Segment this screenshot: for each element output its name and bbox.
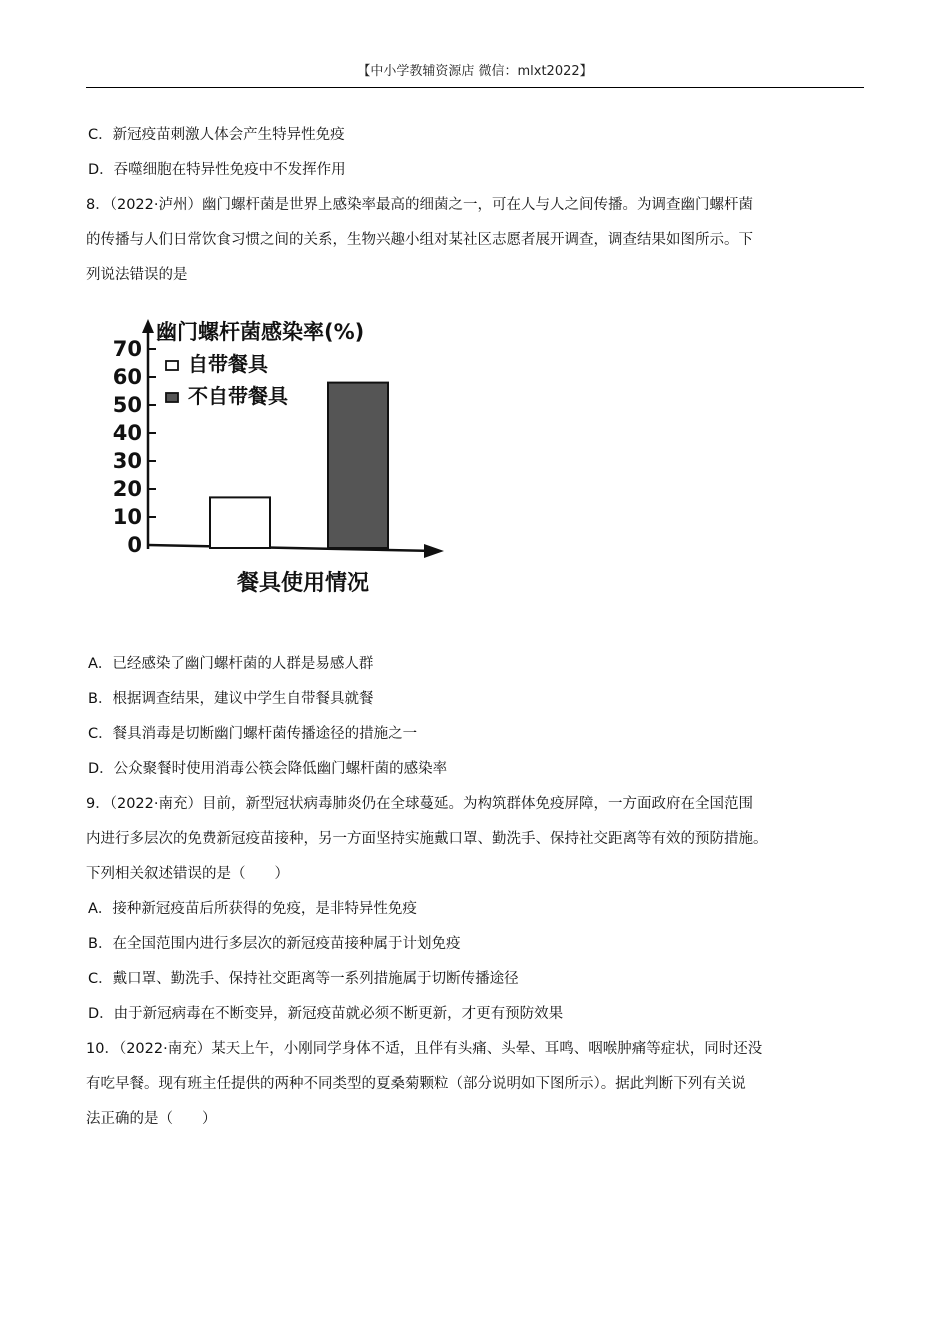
y-tick-label: 10 xyxy=(112,505,142,529)
bar-no-self-utensils xyxy=(328,383,388,548)
question-8-option-b: B．根据调查结果，建议中学生自带餐具就餐 xyxy=(88,691,374,707)
question-8-line: 8．（2022·泸州）幽门螺杆菌是世界上感染率最高的细菌之一，可在人与人之间传播。为调查幽门螺杆菌 xyxy=(86,197,753,213)
question-8-option-c: C．餐具消毒是切断幽门螺杆菌传播途径的措施之一 xyxy=(88,726,418,742)
y-tick-label: 0 xyxy=(127,533,142,557)
y-tick-label: 60 xyxy=(112,365,142,389)
question-content xyxy=(86,118,866,1137)
x-axis-label: 餐具使用情况 xyxy=(236,571,370,596)
question-9 xyxy=(86,787,866,1032)
prev-option-d: D．吞噬细胞在特异性免疫中不发挥作用 xyxy=(88,162,346,178)
bar-self-utensils xyxy=(210,497,270,548)
question-8-line: 的传播与人们日常饮食习惯之间的关系，生物兴趣小组对某社区志愿者展开调查，调查结果如图所示。下 xyxy=(86,232,753,248)
bar-chart-svg xyxy=(96,307,476,607)
question-9-option-a: A．接种新冠疫苗后所获得的免疫，是非特异性免疫 xyxy=(88,901,417,917)
y-tick-label: 40 xyxy=(112,421,142,445)
legend-label: 自带餐具 xyxy=(188,352,268,376)
question-9-line: 内进行多层次的免费新冠疫苗接种，另一方面坚持实施戴口罩、勤洗手、保持社交距离等有效的预防措施。 xyxy=(86,831,768,847)
question-8-option-a: A．已经感染了幽门螺杆菌的人群是易感人群 xyxy=(88,656,374,672)
question-9-option-d: D．由于新冠病毒在不断变异，新冠疫苗就必须不断更新，才更有预防效果 xyxy=(88,1006,564,1022)
x-axis xyxy=(148,545,436,551)
question-8-option-d: D．公众聚餐时使用消毒公筷会降低幽门螺杆菌的感染率 xyxy=(88,761,448,777)
question-10 xyxy=(86,1032,866,1137)
question-9-option-c: C．戴口罩、勤洗手、保持社交距离等一系列措施属于切断传播途径 xyxy=(88,971,519,987)
legend-swatch xyxy=(166,361,178,370)
legend-swatch xyxy=(166,393,178,402)
y-tick-label: 20 xyxy=(112,477,142,501)
legend-label: 不自带餐具 xyxy=(188,384,288,408)
chart-title: 幽门螺杆菌感染率(%) xyxy=(156,320,365,344)
prev-option-c: C．新冠疫苗刺激人体会产生特异性免疫 xyxy=(88,127,345,143)
question-8-line: 列说法错误的是 xyxy=(86,267,188,283)
page-header: 【中小学教辅资源店 微信：mlxt2022】 xyxy=(86,60,864,88)
question-9-option-b: B．在全国范围内进行多层次的新冠疫苗接种属于计划免疫 xyxy=(88,936,461,952)
question-9-line: 下列相关叙述错误的是（ ） xyxy=(86,866,289,882)
question-10-line: 有吃早餐。现有班主任提供的两种不同类型的夏桑菊颗粒（部分说明如下图所示）。据此判断下列有关说 xyxy=(86,1076,746,1092)
y-tick-label: 50 xyxy=(112,393,142,417)
infection-rate-chart xyxy=(86,297,866,647)
x-axis-arrow xyxy=(424,544,444,558)
question-9-line: 9．（2022·南充）目前，新型冠状病毒肺炎仍在全球蔓延。为构筑群体免疫屏障，一方面政府在全国范围 xyxy=(86,796,753,812)
y-tick-label: 70 xyxy=(112,337,142,361)
y-tick-label: 30 xyxy=(112,449,142,473)
question-8 xyxy=(86,188,866,787)
y-axis-arrow xyxy=(142,319,154,333)
question-10-line: 法正确的是（ ） xyxy=(86,1111,217,1127)
question-10-line: 10．（2022·南充）某天上午，小刚同学身体不适，且伴有头痛、头晕、耳鸣、咽喉肿痛等症状，同时还没 xyxy=(86,1041,763,1057)
